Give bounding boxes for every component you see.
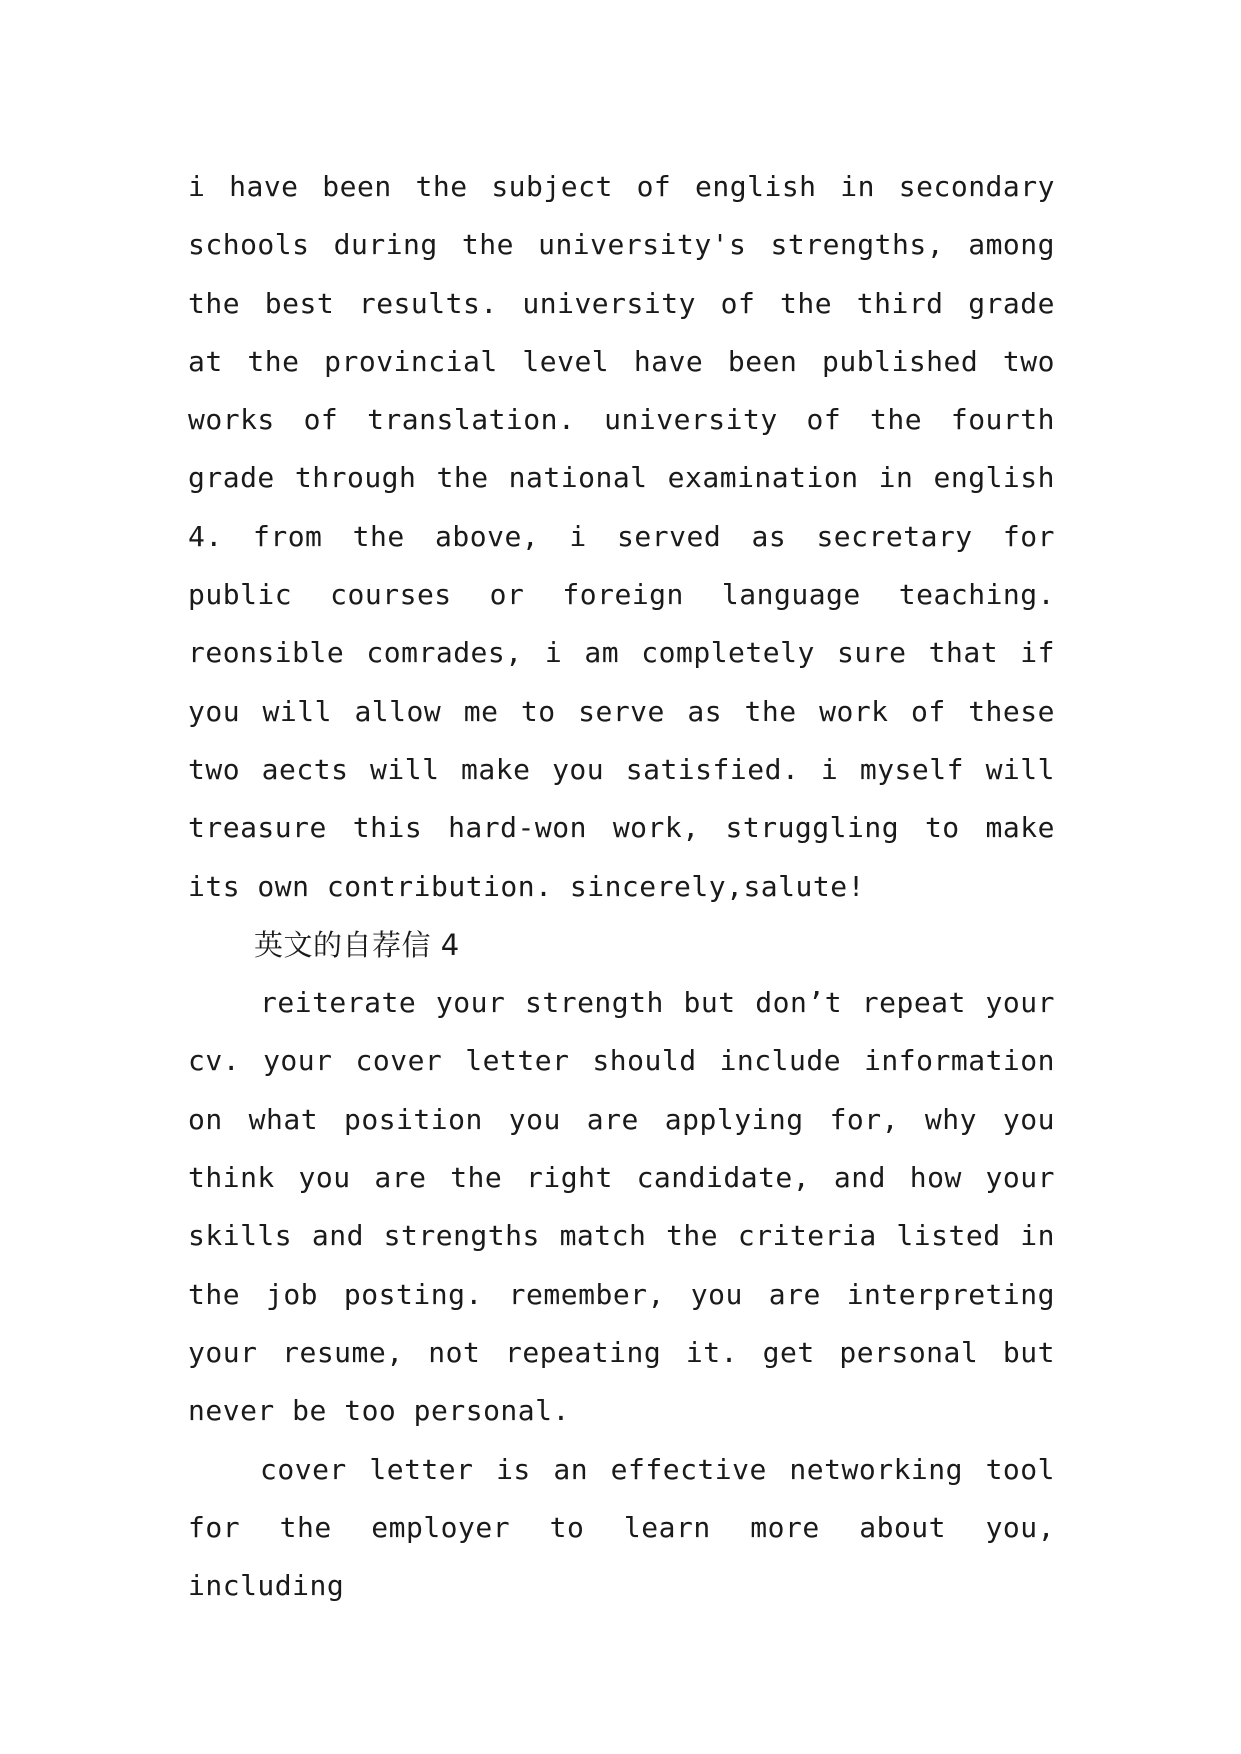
document-body: [188, 158, 1055, 1615]
body-paragraph-networking-tool: cover letter is an effective networking tool for the employer to learn more about you, including: [188, 1452, 1055, 1603]
body-paragraph-continued: i have been the subject of english in secondary schools during the university's strengths, among the best results. university of the third grade at the provincial level have been published two works of translation. university of the fourth grade through the national examination in english 4. from the above, i served as secretary for public courses or foreign language teaching. reonsible comrades, i am completely sure that if you will allow me to serve as the work of these two aects will make you satisfied. i myself will treasure this hard-won work, struggling to make its own contribution. sincerely,salute!: [188, 170, 1055, 903]
body-paragraph-cover-letter-tips: reiterate your strength but don’t repeat your cv. your cover letter should include information on what position you are applying for, why you think you are the right candidate, and how your skills and strengths match the criteria listed in the job posting. remember, you are interpreting your resume, not repeating it. get personal but never be too personal.: [188, 986, 1055, 1428]
section-heading: 英文的自荐信 4: [254, 927, 460, 962]
